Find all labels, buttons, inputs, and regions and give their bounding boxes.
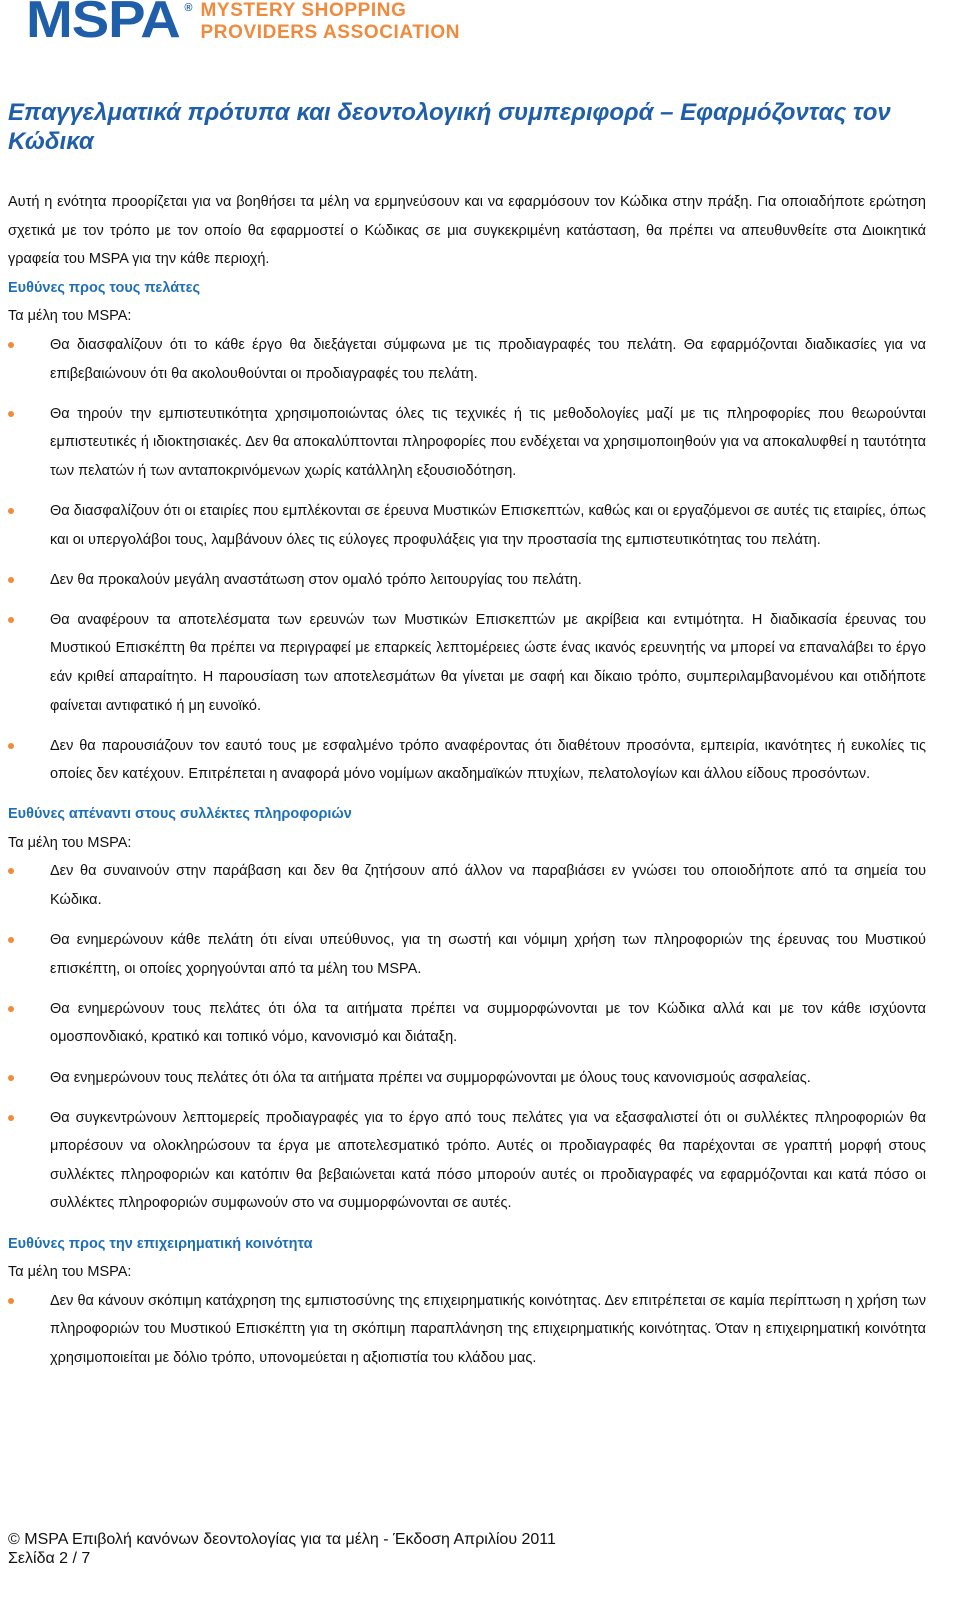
list-item-text: Δεν θα συναινούν στην παράβαση και δεν θα ζητήσουν από άλλον να παραβιάσει εν γνώσει του οποιοδήποτε από τα σημεία του Κώδικα. bbox=[50, 863, 926, 909]
list-item bbox=[8, 331, 926, 388]
bullet-icon bbox=[8, 342, 14, 348]
bullet-icon bbox=[8, 508, 14, 514]
page-number: Σελίδα 2 / 7 bbox=[8, 1550, 91, 1567]
list-item-text: Θα ενημερώνουν κάθε πελάτη ότι είναι υπεύθυνος, για τη σωστή και νόμιμη χρήση των πληροφοριών της έρευνας του Μυστικού επισκέπτη, οι οποίες χορηγούνται από τα μέλη του MSPA. bbox=[50, 932, 926, 977]
list-item bbox=[8, 1287, 926, 1373]
list-item-text: Θα συγκεντρώνουν λεπτομερείς προδιαγραφές για το έργο από τους πελάτες για να εξασφαλιστεί ότι οι συλλέκτες πληροφοριών θα μπορέσουν να ολοκληρώσουν τα έργα με αποτελεσματικό τρόπο. Αυτές οι προδιαγραφές θα παρέχονται σε γραπτή μορφή στους συλλέκτες πληροφοριών και κατόπιν θα βεβαιώνεται κατά πόσο μπορούν αυτές οι προδιαγραφές να εφαρμόζονται και κατά πόσο οι συλλέκτες πληροφοριών συμφωνούν στο να συμμορφώνονται σε αυτές. bbox=[50, 1109, 926, 1212]
section-heading: Ευθύνες απέναντι στους συλλέκτες πληροφοριών bbox=[8, 806, 352, 823]
bullet-icon bbox=[8, 743, 14, 749]
bullet-icon bbox=[8, 411, 14, 417]
bullet-icon bbox=[8, 1298, 14, 1304]
list-item bbox=[8, 732, 926, 789]
list-item bbox=[8, 566, 926, 595]
page-footer bbox=[8, 1530, 556, 1568]
bullet-list bbox=[8, 331, 926, 789]
logo-text bbox=[201, 0, 461, 44]
list-item-text: Θα αναφέρουν τα αποτελέσματα των ερευνών των Μυστικών Επισκεπτών με ακρίβεια και εντιμότητα. Η διαδικασία έρευνας του Μυστικού Επισκέπτη θα πρέπει να περιγραφεί με επαρκείς λεπτομέρειες ώστε ένας ικανός ερευνητής να μπορεί να επαναλάβει το έργο εάν κριθεί απαραίτητο. Η παρουσίαση των αποτελεσμάτων θα γίνεται με σαφή και δίκαιο τρόπο, συμπεριλαμβανομένου και οτιδήποτε φαίνεται αντιφατικό ή μη ευνοϊκό. bbox=[50, 611, 926, 714]
list-item bbox=[8, 1104, 926, 1218]
list-item bbox=[8, 857, 926, 914]
list-item-text: Δεν θα παρουσιάζουν τον εαυτό τους με εσφαλμένο τρόπο αναφέροντας ότι διαθέτουν προσόντα, εμπειρία, ικανότητες ή ευκολίες τις οποίες δεν κατέχουν. Επιτρέπεται η αναφορά μόνο νομίμων ακαδημαϊκών πτυχίων, πελατολογίων και άλλου είδους προσόντων. bbox=[50, 737, 926, 783]
bullet-icon bbox=[8, 1075, 14, 1081]
bullet-list bbox=[8, 857, 926, 1218]
list-item bbox=[8, 1064, 926, 1093]
list-item bbox=[8, 497, 926, 554]
list-item-text: Θα ενημερώνουν τους πελάτες ότι όλα τα αιτήματα πρέπει να συμμορφώνονται με όλους τους κανονισμούς ασφαλείας. bbox=[50, 1069, 811, 1086]
document-body bbox=[8, 188, 926, 1384]
intro-paragraph: Αυτή η ενότητα προορίζεται για να βοηθήσει τα μέλη να ερμηνεύσουν και να εφαρμόσουν τον Κώδικα στην πράξη. Για οποιαδήποτε ερώτηση σχετικά με τον τρόπο με τον οποίο θα εφαρμοστεί ο Κώδικας σε μια συγκεκριμένη κατάσταση, θα πρέπει να απευθυνθείτε στα Διοικητικά γραφεία του MSPA για την κάθε περιοχή. bbox=[8, 194, 926, 268]
section-business-community bbox=[8, 1230, 926, 1373]
list-item-text: Δεν θα κάνουν σκόπιμη κατάχρηση της εμπιστοσύνης της επιχειρηματικής κοινότητας. Δεν επιτρέπεται σε καμία περίπτωση η χρήση των πληροφοριών του Μυστικού Επισκέπτη για τη σκόπιμη παραπλάνηση της επιχειρηματικής κοινότητας. Όταν η επιχειρηματική κοινότητα χρησιμοποιείται με δόλιο τρόπο, υπονομεύεται η αξιοπιστία του κλάδου μας. bbox=[50, 1292, 926, 1366]
logo-mark: MSPA bbox=[26, 0, 180, 49]
bullet-icon bbox=[8, 617, 14, 623]
page-title: Επαγγελματικά πρότυπα και δεοντολογική συμπεριφορά – Εφαρμόζοντας τον Κώδικα bbox=[8, 99, 891, 155]
logo-line-1: MYSTERY SHOPPING bbox=[200, 0, 407, 21]
bullet-icon bbox=[8, 1006, 14, 1012]
section-lead: Τα μέλη του MSPA: bbox=[8, 1264, 132, 1281]
list-item bbox=[8, 926, 926, 983]
list-item-text: Θα ενημερώνουν τους πελάτες ότι όλα τα αιτήματα πρέπει να συμμορφώνονται με τον Κώδικα αλλά και με τον κάθε ισχύοντα ομοσπονδιακό, κρατικό και τοπικό νόμο, κανονισμό και διάταξη. bbox=[50, 1000, 926, 1046]
list-item-text: Θα διασφαλίζουν ότι το κάθε έργο θα διεξάγεται σύμφωνα με τις προδιαγραφές του πελάτη. Θα εφαρμόζονται διαδικασίες για να επιβεβαιώνουν ότι θα ακολουθούνται οι προδιαγραφές του πελάτη. bbox=[50, 336, 926, 382]
bullet-icon bbox=[8, 1115, 14, 1121]
list-item bbox=[8, 995, 926, 1052]
section-heading: Ευθύνες προς τους πελάτες bbox=[8, 279, 201, 296]
section-heading: Ευθύνες προς την επιχειρηματική κοινότητα bbox=[8, 1235, 313, 1252]
section-lead: Τα μέλη του MSPA: bbox=[8, 308, 132, 325]
list-item-text: Θα διασφαλίζουν ότι οι εταιρίες που εμπλέκονται σε έρευνα Μυστικών Επισκεπτών, καθώς και οι εργαζόμενοι σε αυτές τις εταιρίες, όπως και οι υπεργολάβοι τους, λαμβάνουν όλες τις εύλογες προφυλάξεις για την προστασία της εμπιστευτικότητας του πελάτη. bbox=[50, 502, 926, 548]
section-data-collectors bbox=[8, 800, 926, 1218]
bullet-icon bbox=[8, 937, 14, 943]
list-item bbox=[8, 400, 926, 486]
logo-line-2: PROVIDERS ASSOCIATION bbox=[200, 22, 461, 43]
bullet-icon bbox=[8, 868, 14, 874]
bullet-icon bbox=[8, 577, 14, 583]
registered-mark: ® bbox=[184, 2, 193, 14]
section-lead: Τα μέλη του MSPA: bbox=[8, 834, 132, 851]
section-clients bbox=[8, 274, 926, 789]
footer-copyright: © MSPA Επιβολή κανόνων δεοντολογίας για τα μέλη - Έκδοση Απριλίου 2011 bbox=[8, 1531, 556, 1548]
mspa-logo bbox=[26, 0, 461, 49]
list-item-text: Θα τηρούν την εμπιστευτικότητα χρησιμοποιώντας όλες τις τεχνικές ή τις μεθοδολογίες μαζί με τις πληροφορίες που θεωρούνται εμπιστευτικές ή ιδιοκτησιακές. Δεν θα αποκαλύπτονται πληροφορίες που ενδέχεται να χρησιμοποιηθούν για να αποκαλυφθεί η ταυτότητα των πελατών ή των ανταποκρινόμενων χωρίς κατάλληλη εξουσιοδότηση. bbox=[50, 405, 926, 479]
list-item-text: Δεν θα προκαλούν μεγάλη αναστάτωση στον ομαλό τρόπο λειτουργίας του πελάτη. bbox=[50, 571, 582, 588]
bullet-list bbox=[8, 1287, 926, 1373]
list-item bbox=[8, 606, 926, 720]
